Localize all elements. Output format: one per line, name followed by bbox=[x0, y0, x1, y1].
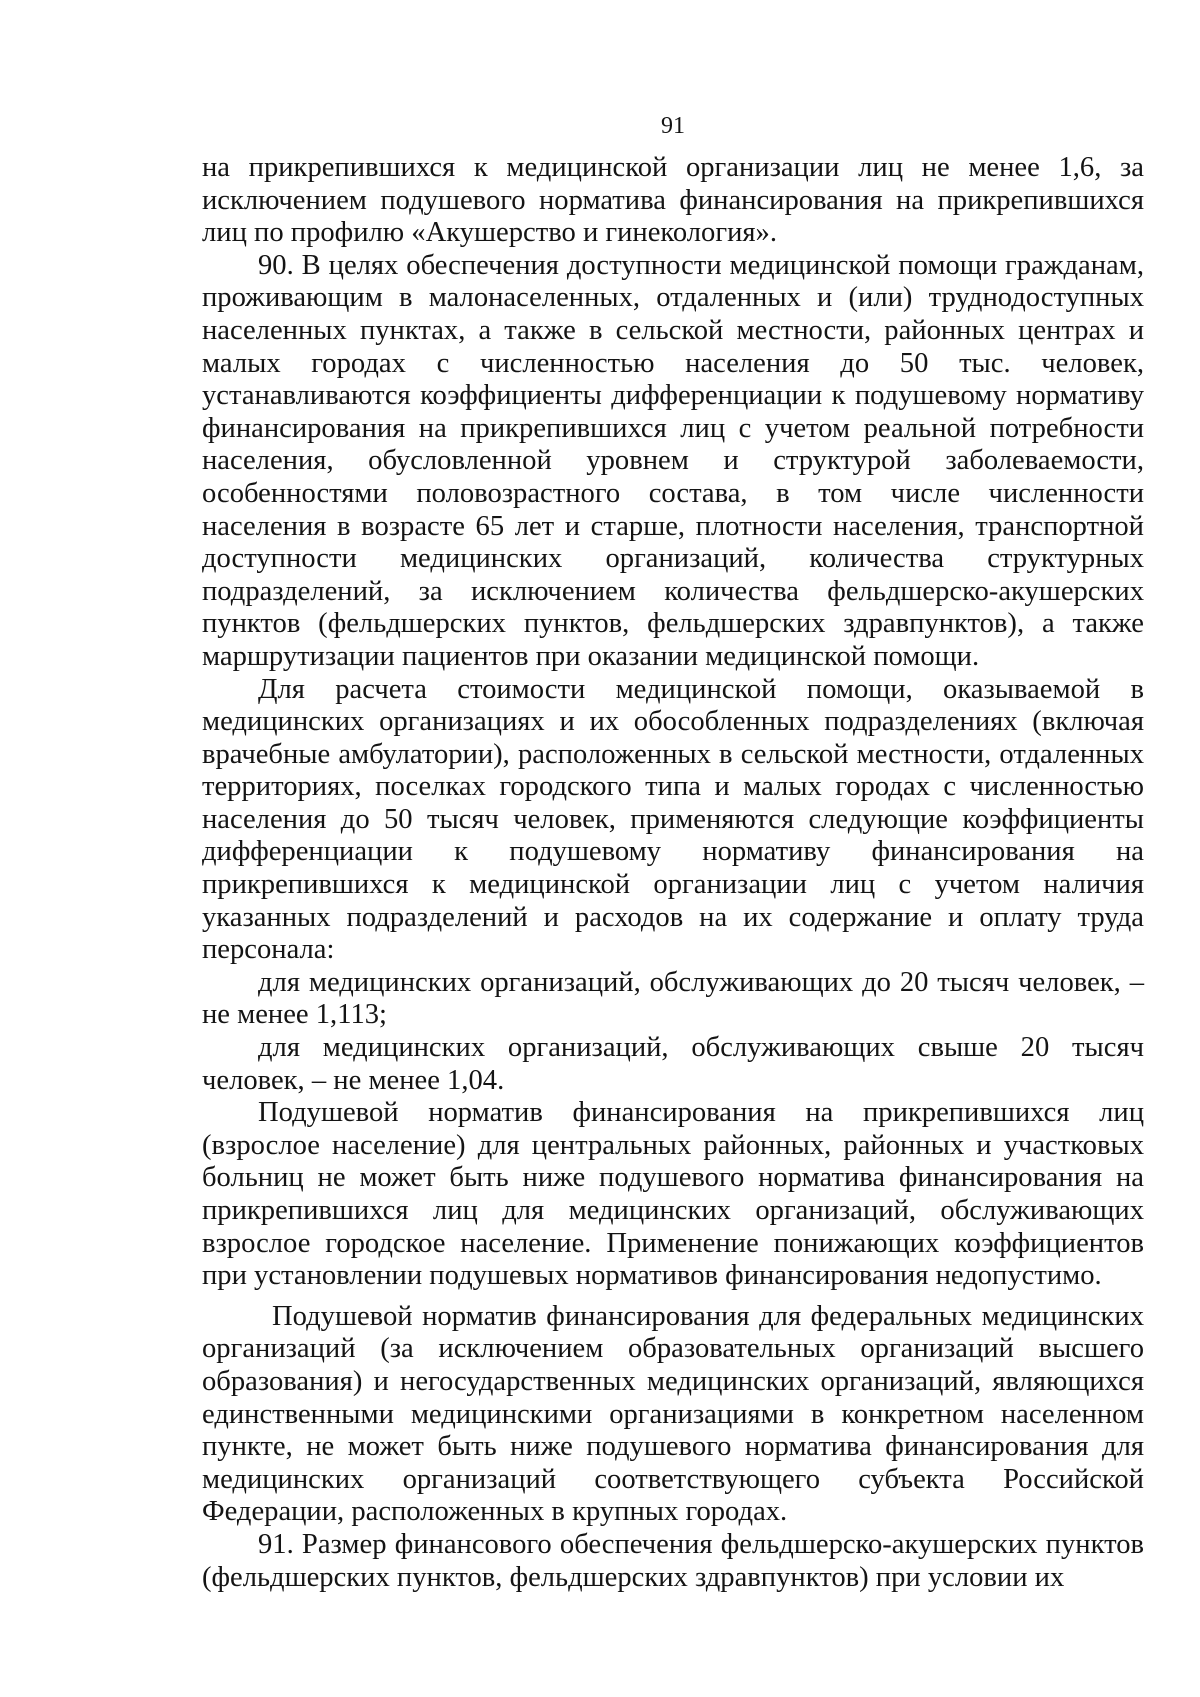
paragraph-coefficient-over-20k: для медицинских организаций, обслуживающих свыше 20 тысяч человек, – не менее 1,04. bbox=[202, 1032, 1144, 1096]
page-number: 91 bbox=[661, 113, 685, 139]
paragraph-federal-organizations-norm: Подушевой норматив финансирования для федеральных медицинских организаций (за исключением образовательных организаций высшего образования) и негосударственных медицинских организаций, являющихся единственными медицинскими организациями в конкретном населенном пункте, не может быть ниже подушевого норматива финансирования для медицинских организаций соответствующего субъекта Российской Федерации, расположенных в крупных городах. bbox=[202, 1300, 1144, 1528]
paragraph-item-91: 91. Размер финансового обеспечения фельдшерско-акушерских пунктов (фельдшерских пунктов, фельдшерских здравпунктов) при условии их bbox=[202, 1528, 1144, 1593]
paragraph-continuation: на прикрепившихся к медицинской организации лиц не менее 1,6, за исключением подушевого норматива финансирования на прикрепившихся лиц по профилю «Акушерство и гинекология». bbox=[202, 152, 1144, 249]
document-page bbox=[202, 112, 1144, 1594]
paragraph-coefficient-up-to-20k: для медицинских организаций, обслуживающих до 20 тысяч человек, – не менее 1,113; bbox=[202, 966, 1144, 1031]
paragraph-adult-population-norm: Подушевой норматив финансирования на прикрепившихся лиц (взрослое население) для центральных районных, районных и участковых больниц не может быть ниже подушевого норматива финансирования на прикрепившихся лиц для медицинских организаций, обслуживающих взрослое городское население. Применение понижающих коэффициентов при установлении подушевых нормативов финансирования недопустимо. bbox=[202, 1097, 1144, 1292]
paragraph-item-90: 90. В целях обеспечения доступности медицинской помощи гражданам, проживающим в малонаселенных, отдаленных и (или) труднодоступных населенных пунктах, а также в сельской местности, районных центрах и малых городах с численностью населения до 50 тыс. человек, устанавливаются коэффициенты дифференциации к подушевому нормативу финансирования на прикрепившихся лиц с учетом реальной потребности населения, обусловленной уровнем и структурой заболеваемости, особенностями половозрастного состава, в том числе численности населения в возрасте 65 лет и старше, плотности населения, транспортной доступности медицинских организаций, количества структурных подразделений, за исключением количества фельдшерско-акушерских пунктов (фельдшерских пунктов, фельдшерских здравпунктов), а также маршрутизации пациентов при оказании медицинской помощи. bbox=[202, 249, 1144, 672]
paragraph-calculation-rules: Для расчета стоимости медицинской помощи, оказываемой в медицинских организациях и их обособленных подразделениях (включая врачебные амбулатории), расположенных в сельской местности, отдаленных территориях, поселках городского типа и малых городах с численностью населения до 50 тысяч человек, применяются следующие коэффициенты дифференциации к подушевому нормативу финансирования на прикрепившихся к медицинской организации лиц с учетом наличия указанных подразделений и расходов на их содержание и оплату труда персонала: bbox=[202, 673, 1144, 966]
